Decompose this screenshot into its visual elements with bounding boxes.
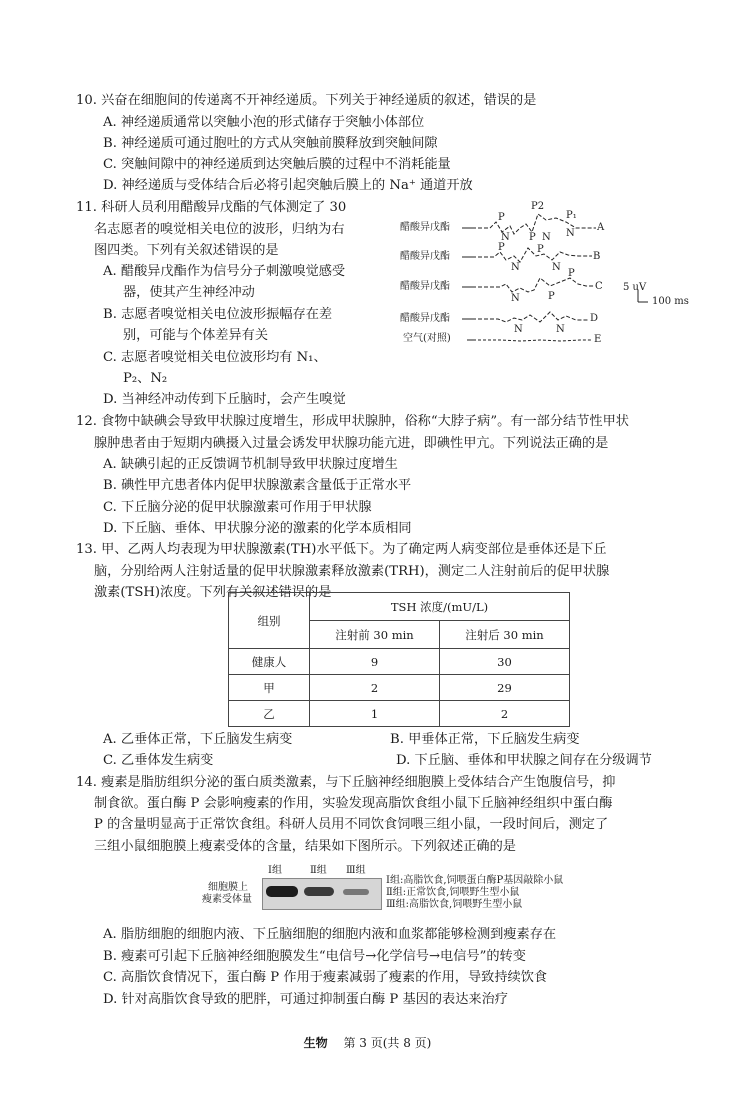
q13-stem-line2: 脑，分别给两人注射适量的促甲状腺激素释放激素(TRH)，测定二人注射前后的促甲状腺	[94, 564, 610, 579]
table-cell-before: 2	[310, 675, 440, 701]
trace-b	[478, 248, 592, 262]
q13-stem-line3: 激素(TSH)浓度。下列有关叙述错误的是	[94, 585, 332, 600]
tsh-table	[228, 592, 570, 727]
footer-subject: 生物	[303, 1036, 328, 1050]
table-cell-group: 乙	[229, 701, 310, 727]
table-cell-after: 30	[440, 649, 570, 675]
trace-e	[478, 340, 592, 341]
trace-label-a: A	[597, 222, 605, 233]
q12-option-d[interactable]: D. 下丘脑、垂体、甲状腺分泌的激素的化学本质相同	[103, 521, 412, 536]
peak-a-n1: N	[501, 232, 510, 243]
q11-option-c-cont: P₂、N₂	[123, 371, 168, 386]
q14-option-b[interactable]: B. 瘦素可引起下丘脑神经细胞膜发生“电信号→化学信号→电信号”的转变	[103, 949, 526, 964]
table-cell-after: 2	[440, 701, 570, 727]
scale-voltage: 5 uV	[623, 282, 647, 293]
q13-stem-line1: 13. 甲、乙两人均表现为甲状腺激素(TH)水平低下。为了确定两人病变部位是垂体还是下丘	[76, 542, 607, 557]
peak-a-p: P	[529, 232, 536, 243]
peak-d-n2: N	[556, 324, 565, 335]
blot-legend-2: Ⅱ组:正常饮食,饲喂野生型小鼠	[386, 887, 520, 898]
trace-label-c: C	[595, 281, 603, 292]
q13-option-d[interactable]: D. 下丘脑、垂体和甲状腺之间存在分级调节	[396, 753, 652, 768]
stimulus-label-d: 醋酸异戊酯	[400, 313, 450, 324]
blot-row-label-2: 瘦素受体量	[202, 894, 252, 905]
stimulus-label-b: 醋酸异戊酯	[400, 251, 450, 262]
peak-b-p2: P	[537, 244, 544, 255]
table-cell-before: 9	[310, 649, 440, 675]
q14-option-a[interactable]: A. 脂肪细胞的细胞内液、下丘脑细胞的细胞内液和血浆都能够检测到瘦素存在	[103, 927, 557, 942]
blot-band-3	[343, 889, 369, 895]
stimulus-label-e: 空气(对照)	[403, 333, 451, 344]
q12-option-c[interactable]: C. 下丘脑分泌的促甲状腺激素可作用于甲状腺	[103, 500, 372, 515]
peak-a-p2: P2	[531, 201, 545, 212]
peak-a-p3: P₁	[566, 210, 577, 221]
footer-page: 第 3 页(共 8 页)	[343, 1036, 432, 1050]
q14-stem-line3: P 的含量明显高于正常饮食组。科研人员用不同饮食饲喂三组小鼠，一段时间后，测定了	[94, 817, 609, 832]
blot-row-label-1: 细胞膜上	[208, 882, 248, 893]
table-row	[229, 649, 570, 675]
stimulus-label-c: 醋酸异戊酯	[400, 281, 450, 292]
q14-option-d[interactable]: D. 针对高脂饮食导致的肥胖，可通过抑制蛋白酶 P 基因的表达来治疗	[103, 992, 508, 1007]
q12-stem-line2: 腺肿患者由于短期内碘摄入过量会诱发甲状腺功能亢进，即碘性甲亢。下列说法正确的是	[94, 436, 609, 451]
q12-option-b[interactable]: B. 碘性甲亢患者体内促甲状腺激素含量低于正常水平	[103, 478, 412, 493]
q11-option-a[interactable]: A. 醋酸异戊酯作为信号分子刺激嗅觉感受	[103, 264, 346, 279]
blot-band-1	[266, 886, 298, 897]
table-header-group: 组别	[229, 593, 310, 649]
trace-d	[478, 312, 588, 322]
blot-band-2	[304, 887, 334, 896]
table-row	[229, 701, 570, 727]
trace-label-e: E	[594, 334, 602, 345]
q10-option-d[interactable]: D. 神经递质与受体结合后必将引起突触后膜上的 Na⁺ 通道开放	[103, 178, 473, 193]
peak-b-p1: P	[498, 242, 505, 253]
q14-stem-line1: 14. 瘦素是脂肪组织分泌的蛋白质类激素，与下丘脑神经细胞膜上受体结合产生饱腹信号，抑	[76, 775, 616, 790]
q12-stem-line1: 12. 食物中缺碘会导致甲状腺过度增生，形成甲状腺肿，俗称“大脖子病”。有一部分结节性甲状	[76, 414, 629, 429]
q10-option-a[interactable]: A. 神经递质通常以突触小泡的形式储存于突触小体部位	[103, 115, 425, 130]
table-cell-before: 1	[310, 701, 440, 727]
q11-option-a-cont: 器，使其产生神经冲动	[123, 285, 255, 300]
blot-group-1: Ⅰ组	[268, 865, 282, 876]
table-header-after: 注射后 30 min	[440, 621, 570, 649]
table-header-before: 注射前 30 min	[310, 621, 440, 649]
page-footer	[0, 1034, 735, 1051]
q11-stem-line2: 名志愿者的嗅觉相关电位的波形，归纳为右	[94, 222, 345, 237]
peak-a-n2: N	[542, 232, 551, 243]
trace-label-d: D	[590, 313, 599, 324]
blot-legend-3: Ⅲ组:高脂饮食,饲喂野生型小鼠	[386, 899, 523, 910]
peak-c-p2: P	[548, 291, 555, 302]
peak-d-n1: N	[514, 324, 523, 335]
q11-option-c[interactable]: C. 志愿者嗅觉相关电位波形均有 N₁、	[103, 350, 327, 365]
table-row	[229, 675, 570, 701]
q13-option-c[interactable]: C. 乙垂体发生病变	[103, 753, 214, 768]
trace-label-b: B	[593, 251, 601, 262]
q14-stem-line4: 三组小鼠细胞膜上瘦素受体的含量，结果如下图所示。下列叙述正确的是	[94, 839, 516, 854]
q10-stem: 10. 兴奋在细胞间的传递离不开神经递质。下列关于神经递质的叙述，错误的是	[76, 93, 537, 108]
q11-option-d[interactable]: D. 当神经冲动传到下丘脑时，会产生嗅觉	[103, 392, 346, 407]
q11-option-b-cont: 别，可能与个体差异有关	[123, 328, 269, 343]
blot-group-2: Ⅱ组	[310, 865, 327, 876]
table-cell-group: 健康人	[229, 649, 310, 675]
q10-option-c[interactable]: C. 突触间隙中的神经递质到达突触后膜的过程中不消耗能量	[103, 157, 451, 172]
q11-option-b[interactable]: B. 志愿者嗅觉相关电位波形振幅存在差	[103, 307, 333, 322]
peak-a-n3: N	[566, 228, 575, 239]
peak-a-p1: P	[498, 212, 505, 223]
q14-option-c[interactable]: C. 高脂饮食情况下，蛋白酶 P 作用于瘦素减弱了瘦素的作用，导致持续饮食	[103, 970, 548, 985]
q13-option-a[interactable]: A. 乙垂体正常，下丘脑发生病变	[103, 732, 293, 747]
q11-stem-line1: 11. 科研人员利用醋酸异戊酯的气体测定了 30	[76, 200, 347, 215]
stimulus-label-a: 醋酸异戊酯	[400, 222, 450, 233]
trace-c	[478, 278, 594, 292]
table-cell-after: 29	[440, 675, 570, 701]
blot-group-3: Ⅲ组	[346, 865, 366, 876]
peak-b-n1: N	[511, 262, 520, 273]
q10-option-b[interactable]: B. 神经递质可通过胞吐的方式从突触前膜释放到突触间隙	[103, 136, 438, 151]
table-cell-group: 甲	[229, 675, 310, 701]
peak-c-n: N	[511, 293, 520, 304]
scale-time: 100 ms	[652, 296, 689, 307]
q11-stem-line3: 图四类。下列有关叙述错误的是	[94, 243, 279, 258]
trace-a	[478, 214, 596, 234]
q13-option-b[interactable]: B. 甲垂体正常，下丘脑发生病变	[390, 732, 580, 747]
table-header-tsh: TSH 浓度/(mU/L)	[310, 593, 570, 621]
peak-c-p1: P	[568, 268, 575, 279]
q12-option-a[interactable]: A. 缺碘引起的正反馈调节机制导致甲状腺过度增生	[103, 457, 398, 472]
blot-legend-1: Ⅰ组:高脂饮食,饲喂蛋白酶P基因敲除小鼠	[386, 875, 564, 886]
peak-b-n2: N	[552, 262, 561, 273]
q14-stem-line2: 制食欲。蛋白酶 P 会影响瘦素的作用，实验发现高脂饮食组小鼠下丘脑神经组织中蛋白酶	[94, 796, 613, 811]
